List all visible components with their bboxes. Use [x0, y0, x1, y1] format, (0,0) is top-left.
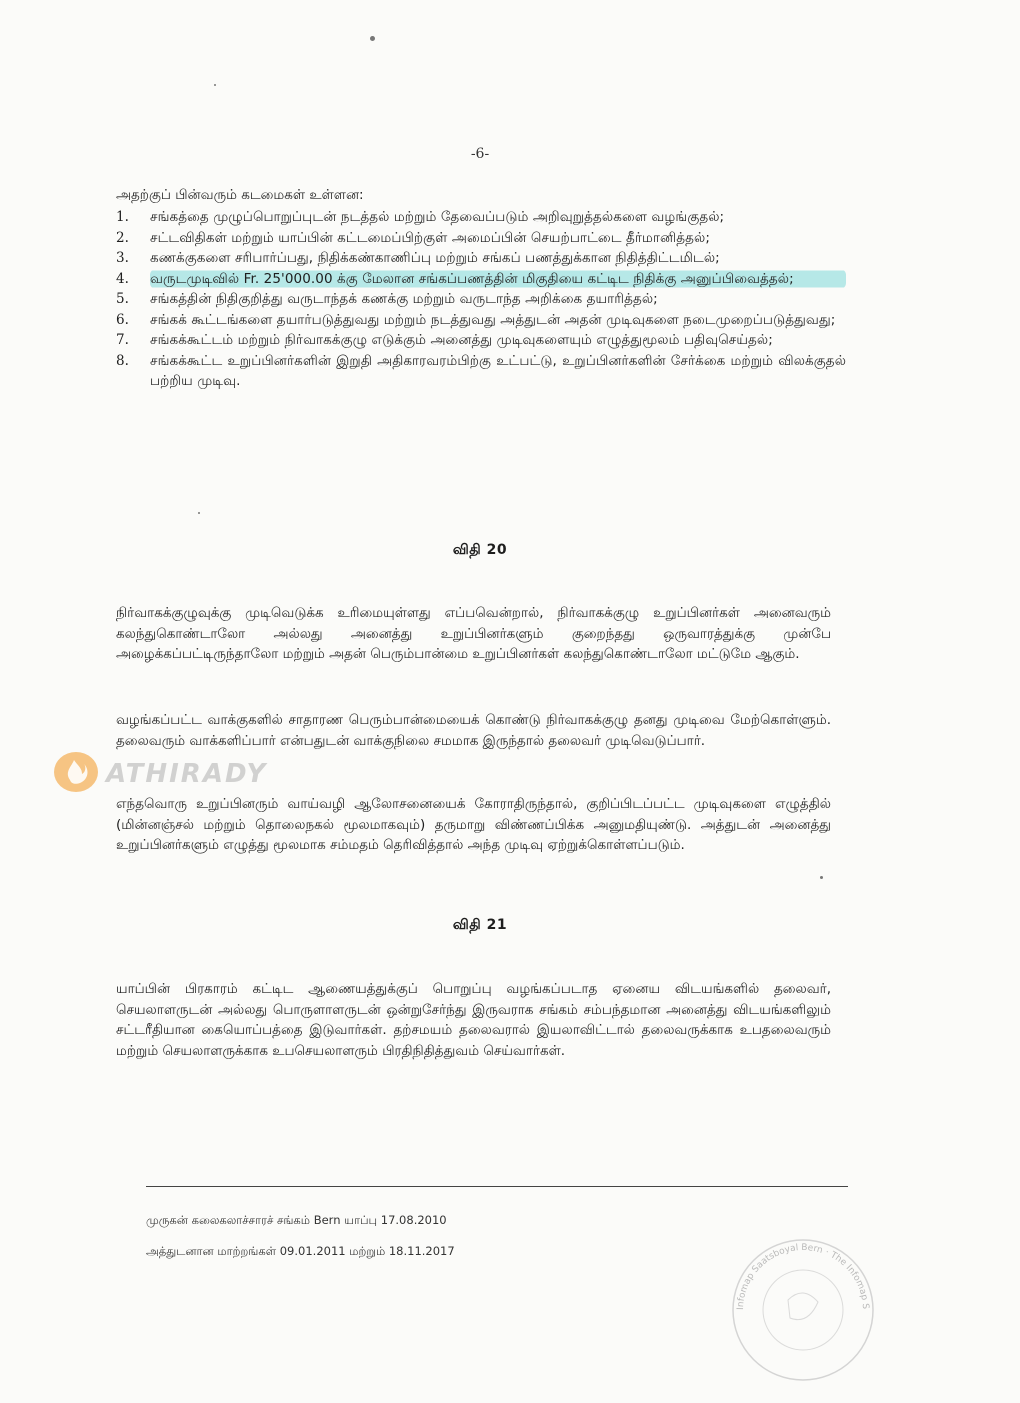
duty-text: சங்கத்தை முழுப்பொறுப்புடன் நடத்தல் மற்றும் தேவைப்படும் அறிவுறுத்தல்களை வழங்குதல்; [150, 209, 725, 225]
duty-number: 2. [116, 229, 129, 246]
duty-text: சங்கத்தின் நிதிகுறித்து வருடாந்தக் கணக்கு மற்றும் வருடாந்த அறிக்கை தயாரித்தல்; [150, 291, 658, 307]
duty-number: 4. [116, 270, 129, 287]
duty-item [116, 207, 846, 228]
duty-number: 6. [116, 311, 129, 328]
duty-number: 5. [116, 291, 129, 307]
duty-item-highlighted [116, 269, 846, 290]
footer-divider [146, 1186, 848, 1187]
duties-list [116, 207, 846, 392]
stamp-text: Infomap Saatsboyal Bern · The Infomap S [735, 1242, 871, 1311]
duty-item [116, 351, 846, 392]
duty-item [116, 228, 846, 249]
duty-text: கணக்குகளை சரிபார்ப்பது, நிதிக்கண்காணிப்பு மற்றும் சங்கப் பணத்துக்கான நிதித்திட்டமிடல்; [150, 250, 720, 266]
duty-number: 8. [116, 352, 129, 369]
duty-number: 1. [116, 209, 129, 225]
scan-speck [198, 512, 200, 514]
scan-speck [214, 84, 216, 86]
rule-20-paragraph-1: நிர்வாகக்குழுவுக்கு முடிவெடுக்க உரிமையுள்ளது எப்பவென்றால், நிர்வாகக்குழு உறுப்பினர்கள் அனைவரும் கலந்துகொண்டாலோ அல்லது அனைத்து உறுப்பினர்களும் குறைந்தது ஒருவாரத்துக்கு முன்பே அழைக்கப்பட்டிருந்தாலோ மற்றும் அதன் பெரும்பான்மை உறுப்பினர்கள் கலந்துகொண்டாலோ மட்டுமே ஆகும். [116, 605, 831, 662]
duty-text: சட்டவிதிகள் மற்றும் யாப்பின் கட்டமைப்பிற்குள் அமைப்பின் செயற்பாட்டை தீர்மானித்தல்; [150, 229, 710, 246]
rule-20-paragraph-2: வழங்கப்பட்ட வாக்குகளில் சாதாரண பெரும்பான்மையைக் கொண்டு நிர்வாகக்குழு தனது முடிவை மேற்கொள்ளும். தலைவரும் வாக்களிப்பார் என்பதுடன் வாக்குநிலை சமமாக இருந்தால் தலைவர் முடிவெடுப்பார். [116, 712, 831, 749]
duty-item [116, 289, 846, 310]
scan-speck [820, 876, 823, 879]
flame-logo-icon [52, 750, 100, 798]
site-watermark [52, 750, 267, 798]
rule-21-heading: விதி 21 [452, 917, 508, 933]
rule-20-paragraph-3: எந்தவொரு உறுப்பினரும் வாய்வழி ஆலோசனையைக் கோராதிருந்தால், குறிப்பிடப்பட்ட முடிவுகளை எழுத்தில் (மின்னஞ்சல் மற்றும் தொலைநகல் மூலமாகவும்) தருமாறு விண்ணப்பிக்க அனுமதியுண்டு. அத்துடன் அனைத்து உறுப்பினர்களும் எழுத்து மூலமாக சம்மதம் தெரிவித்தால் அந்த முடிவு ஏற்றுக்கொள்ளப்படும். [116, 796, 831, 853]
footer-constitution-date: முருகன் கலைகலாச்சாரச் சங்கம் Bern யாப்பு 17.08.2010 [146, 1213, 447, 1227]
footer-amendment-dates: அத்துடனான மாற்றங்கள் 09.01.2011 மற்றும் 18.11.2017 [146, 1244, 455, 1258]
duty-number: 7. [116, 332, 129, 348]
duty-text-highlighted: வருடமுடிவில் Fr. 25'000.00 க்கு மேலான சங்கப்பணத்தின் மிகுதியை கட்டிட நிதிக்கு அனுப்பிவைத்தல்; [150, 269, 846, 290]
duty-text: சங்கக்கூட்டம் மற்றும் நிர்வாகக்குழு எடுக்கும் அனைத்து முடிவுகளையும் எழுத்துமூலம் பதிவுசெய்தல்; [150, 332, 773, 348]
watermark-text: ATHIRADY [106, 759, 268, 789]
duty-text: சங்கக் கூட்டங்களை தயார்படுத்துவது மற்றும் நடத்துவது அத்துடன் அதன் முடிவுகளை நடைமுறைப்படுத்துவது; [150, 311, 836, 328]
duty-item [116, 248, 846, 269]
duty-text: சங்கக்கூட்ட உறுப்பினர்களின் இறுதி அதிகாரவரம்பிற்கு உட்பட்டு, உறுப்பினர்களின் சேர்க்கை மற்றும் விலக்குதல் பற்றிய முடிவு. [150, 352, 846, 389]
duty-item [116, 330, 846, 351]
scan-speck [370, 36, 375, 41]
duty-item [116, 310, 846, 331]
page-number: -6- [470, 146, 490, 162]
duty-number: 3. [116, 250, 129, 266]
duties-intro: அதற்குப் பின்வரும் கடமைகள் உள்ளன: [116, 187, 364, 203]
rule-21-paragraph-1: யாப்பின் பிரகாரம் கட்டிட ஆணையத்துக்குப் பொறுப்பு வழங்கப்படாத ஏனைய விடயங்களில் தலைவர், செயலாளருடன் அல்லது பொருளாளருடன் ஒன்றுசேர்ந்து இருவராக சங்கம் சம்பந்தமான அனைத்து விடயங்களிலும் சட்டரீதியான கையொப்பத்தை இடுவார்கள். தற்சமயம் தலைவரால் இயலாவிட்டால் தலைவருக்காக உபதலைவரும் மற்றும் செயலாளருக்காக உபசெயலாளரும் பிரதிநிதித்துவம் செய்வார்கள். [116, 981, 831, 1059]
society-stamp [728, 1230, 878, 1394]
rule-20-heading: விதி 20 [452, 542, 508, 558]
